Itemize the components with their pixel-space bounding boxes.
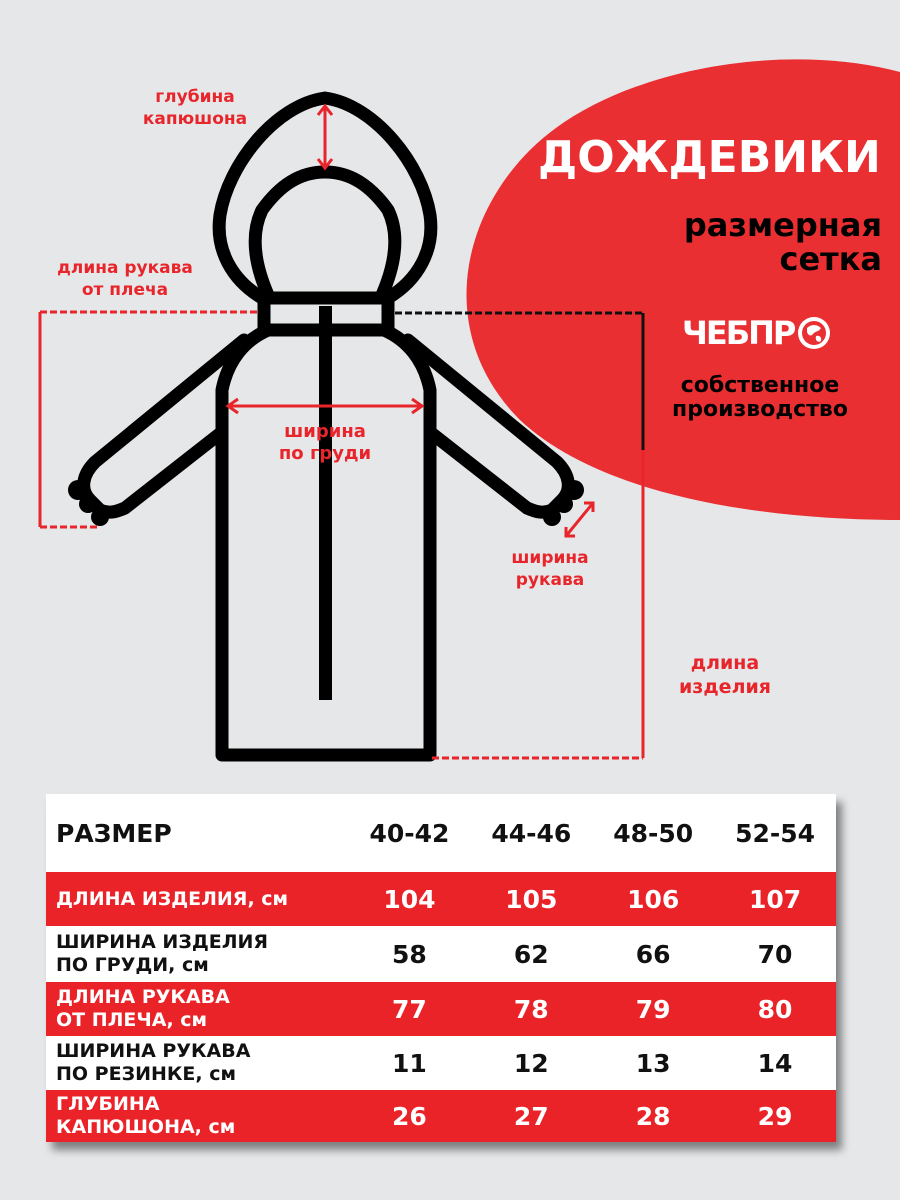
table-cell: 11 [392, 1048, 427, 1078]
item-length-label [660, 651, 790, 699]
sleeve-length-label-line1: длина рукава [57, 258, 193, 278]
table-cell: 70 [757, 939, 793, 969]
subtitle [600, 208, 882, 276]
table-cell: 104 [383, 884, 436, 914]
brand-logo [682, 314, 833, 352]
row-label-line: ПО РЕЗИНКЕ, см [56, 1063, 237, 1085]
row-label [46, 931, 349, 977]
size-header-label: РАЗМЕР [56, 818, 172, 848]
chest-width-label-line2: по груди [278, 443, 372, 464]
row-label [46, 888, 349, 911]
row-label [46, 986, 349, 1032]
table-cell: 105 [505, 884, 558, 914]
tagline [630, 374, 890, 422]
table-cell: 14 [757, 1048, 793, 1078]
table-cell: 79 [635, 994, 671, 1024]
tagline-line2: производство [672, 397, 848, 422]
sleeve-width-label [495, 547, 605, 591]
table-cell: 62 [513, 939, 549, 969]
table-row [46, 1090, 836, 1142]
table-cell: 26 [392, 1101, 427, 1131]
table-cell: 13 [635, 1048, 671, 1078]
table-cell: 107 [748, 884, 802, 914]
table-cell: 12 [513, 1048, 549, 1078]
sleeve-length-label-line2: от плеча [81, 280, 169, 300]
table-cell: 66 [635, 939, 671, 969]
chest-width-label [245, 421, 405, 465]
table-cell: 77 [392, 994, 427, 1024]
sleeve-length-label [30, 257, 220, 301]
row-label [46, 1093, 349, 1139]
subtitle-line1: размерная [683, 206, 882, 244]
row-label-line: КАПЮШОНА, см [56, 1116, 236, 1138]
table-cell: 78 [513, 994, 549, 1024]
row-label-line: ШИРИНА ИЗДЕЛИЯ [56, 931, 269, 953]
hood-depth-label [120, 86, 270, 130]
size-column-header: 44-46 [491, 818, 572, 848]
brand-name: ЧЕБПР [682, 314, 795, 352]
page-title: ДОЖДЕВИКИ [538, 132, 881, 183]
globe-icon [795, 314, 833, 352]
hood-depth-label-line2: капюшона [142, 109, 248, 129]
table-row [46, 982, 836, 1036]
row-label-line: ДЛИНА ИЗДЕЛИЯ, см [56, 887, 289, 910]
table-cell: 106 [627, 884, 680, 914]
tagline-line1: собственное [680, 373, 840, 398]
row-label-line: ДЛИНА РУКАВА [56, 986, 230, 1008]
row-label-line: ПО ГРУДИ, см [56, 954, 209, 976]
hood-depth-label-line1: глубина [155, 87, 235, 107]
size-column-header: 48-50 [613, 818, 694, 848]
sleeve-width-label-line1: ширина [511, 548, 589, 568]
table-row [46, 1036, 836, 1090]
item-length-label-line2: изделия [678, 676, 771, 698]
chest-width-label-line1: ширина [284, 421, 366, 442]
table-row [46, 926, 836, 982]
size-table [46, 794, 836, 1142]
subtitle-line2: сетка [779, 240, 882, 278]
table-cell: 27 [513, 1101, 549, 1131]
size-column-header: 40-42 [369, 818, 450, 848]
row-label [46, 1040, 349, 1086]
table-cell: 58 [392, 939, 427, 969]
sleeve-width-label-line2: рукава [515, 570, 585, 590]
row-label-line: ГЛУБИНА [56, 1093, 160, 1115]
table-cell: 28 [635, 1101, 671, 1131]
item-length-label-line1: длина [690, 652, 760, 674]
row-label-line: ОТ ПЛЕЧА, см [56, 1009, 208, 1031]
hood-inner-outline [255, 172, 395, 295]
table-cell: 80 [757, 994, 793, 1024]
table-header-row [46, 794, 836, 872]
table-cell: 29 [757, 1101, 793, 1131]
row-label-line: ШИРИНА РУКАВА [56, 1040, 251, 1062]
size-column-header: 52-54 [735, 818, 816, 848]
table-row [46, 872, 836, 926]
zipper-line [319, 306, 332, 700]
